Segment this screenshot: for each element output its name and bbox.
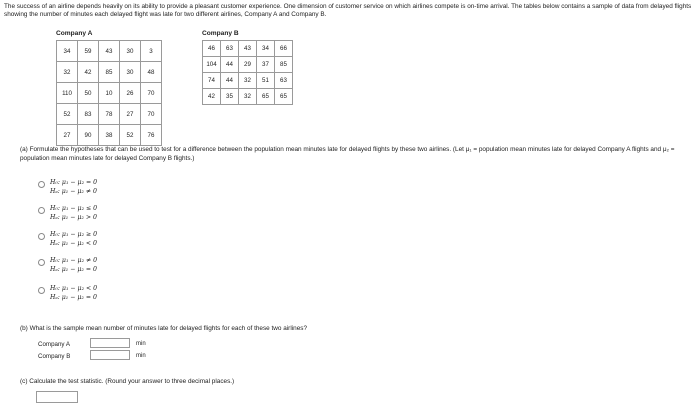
null-hypothesis: H₀: μ₁ − μ₂ < 0 [50,285,98,292]
company-b-table [202,40,293,105]
table-cell: 48 [141,62,162,83]
table-cell: 70 [141,83,162,104]
table-cell: 104 [203,57,221,73]
radio-button[interactable] [38,181,45,188]
null-hypothesis: H₀: μ₁ − μ₂ ≥ 0 [50,231,98,238]
table-cell: 50 [78,83,99,104]
alternative-hypothesis: Hₐ: μ₁ − μ₂ > 0 [50,214,97,221]
table-cell: 42 [78,62,99,83]
alternative-hypothesis: Hₐ: μ₁ − μ₂ ≠ 0 [50,188,97,195]
table-cell: 78 [99,104,120,125]
company-a-table [56,40,162,146]
table-cell: 85 [99,62,120,83]
table-cell: 83 [78,104,99,125]
table-cell: 70 [141,104,162,125]
table-cell: 32 [239,89,257,105]
radio-button[interactable] [38,207,45,214]
table-cell: 30 [120,62,141,83]
table-row [57,104,162,125]
table-cell: 34 [57,41,78,62]
company-b-mean-unit: min [136,353,146,359]
table-cell: 44 [221,73,239,89]
table-cell: 65 [275,89,293,105]
table-cell: 46 [203,41,221,57]
table-cell: 29 [239,57,257,73]
company-b-label: Company B [202,30,239,37]
table-cell: 63 [275,73,293,89]
radio-button[interactable] [38,259,45,266]
table-cell: 34 [257,41,275,57]
table-cell: 37 [257,57,275,73]
radio-button[interactable] [38,233,45,240]
table-row [57,41,162,62]
table-cell: 90 [78,125,99,146]
table-cell: 38 [99,125,120,146]
table-cell: 44 [221,57,239,73]
company-a-mean-unit: min [136,341,146,347]
part-a-prompt: (a) Formulate the hypotheses that can be used to test for a difference between the population mean minutes late for delayed flights by these two airlines. (Let μ₁ = population mean minutes late for delayed Company A flights and μ₂ = population mean minutes late for delayed Company B flights.) [20,146,675,162]
table-cell: 74 [203,73,221,89]
table-row [57,83,162,104]
company-a-label: Company A [56,30,93,37]
table-cell: 59 [78,41,99,62]
table-cell: 110 [57,83,78,104]
table-cell: 43 [99,41,120,62]
table-row [57,62,162,83]
table-cell: 52 [57,104,78,125]
null-hypothesis: H₀: μ₁ − μ₂ = 0 [50,179,98,186]
table-cell: 63 [221,41,239,57]
alternative-hypothesis: Hₐ: μ₁ − μ₂ < 0 [50,240,97,247]
company-a-mean-input[interactable] [90,338,130,348]
table-cell: 76 [141,125,162,146]
company-b-mean-label: Company B [38,353,71,360]
null-hypothesis: H₀: μ₁ − μ₂ ≤ 0 [50,205,98,212]
table-cell: 65 [257,89,275,105]
table-cell: 43 [239,41,257,57]
part-b-prompt: (b) What is the sample mean number of minutes late for delayed flights for each of these two airlines? [20,325,308,332]
table-row [57,125,162,146]
table-cell: 32 [239,73,257,89]
table-cell: 27 [120,104,141,125]
table-row [203,57,293,73]
part-c-prompt: (c) Calculate the test statistic. (Round your answer to three decimal places.) [20,378,235,385]
table-cell: 30 [120,41,141,62]
null-hypothesis: H₀: μ₁ − μ₂ ≠ 0 [50,257,98,264]
table-cell: 66 [275,41,293,57]
table-cell: 32 [57,62,78,83]
table-cell: 10 [99,83,120,104]
table-cell: 27 [57,125,78,146]
table-row [203,89,293,105]
table-cell: 51 [257,73,275,89]
table-cell: 52 [120,125,141,146]
company-b-mean-input[interactable] [90,350,130,360]
alternative-hypothesis: Hₐ: μ₁ − μ₂ = 0 [50,266,97,273]
table-row [203,41,293,57]
table-row [203,73,293,89]
alternative-hypothesis: Hₐ: μ₁ − μ₂ = 0 [50,294,97,301]
test-statistic-input[interactable] [36,391,78,403]
table-cell: 42 [203,89,221,105]
table-cell: 3 [141,41,162,62]
company-a-mean-label: Company A [38,341,70,348]
problem-intro: The success of an airline depends heavily on its ability to provide a pleasant customer experience. One dimension of customer service on which airlines compete is on-time arrival. The tables below contains a sample of data from delayed flights showing the number of minutes each delayed flight was late for two different airlines, Company A and Company B. [4,3,692,19]
table-cell: 85 [275,57,293,73]
radio-button[interactable] [38,287,45,294]
table-cell: 35 [221,89,239,105]
table-cell: 26 [120,83,141,104]
